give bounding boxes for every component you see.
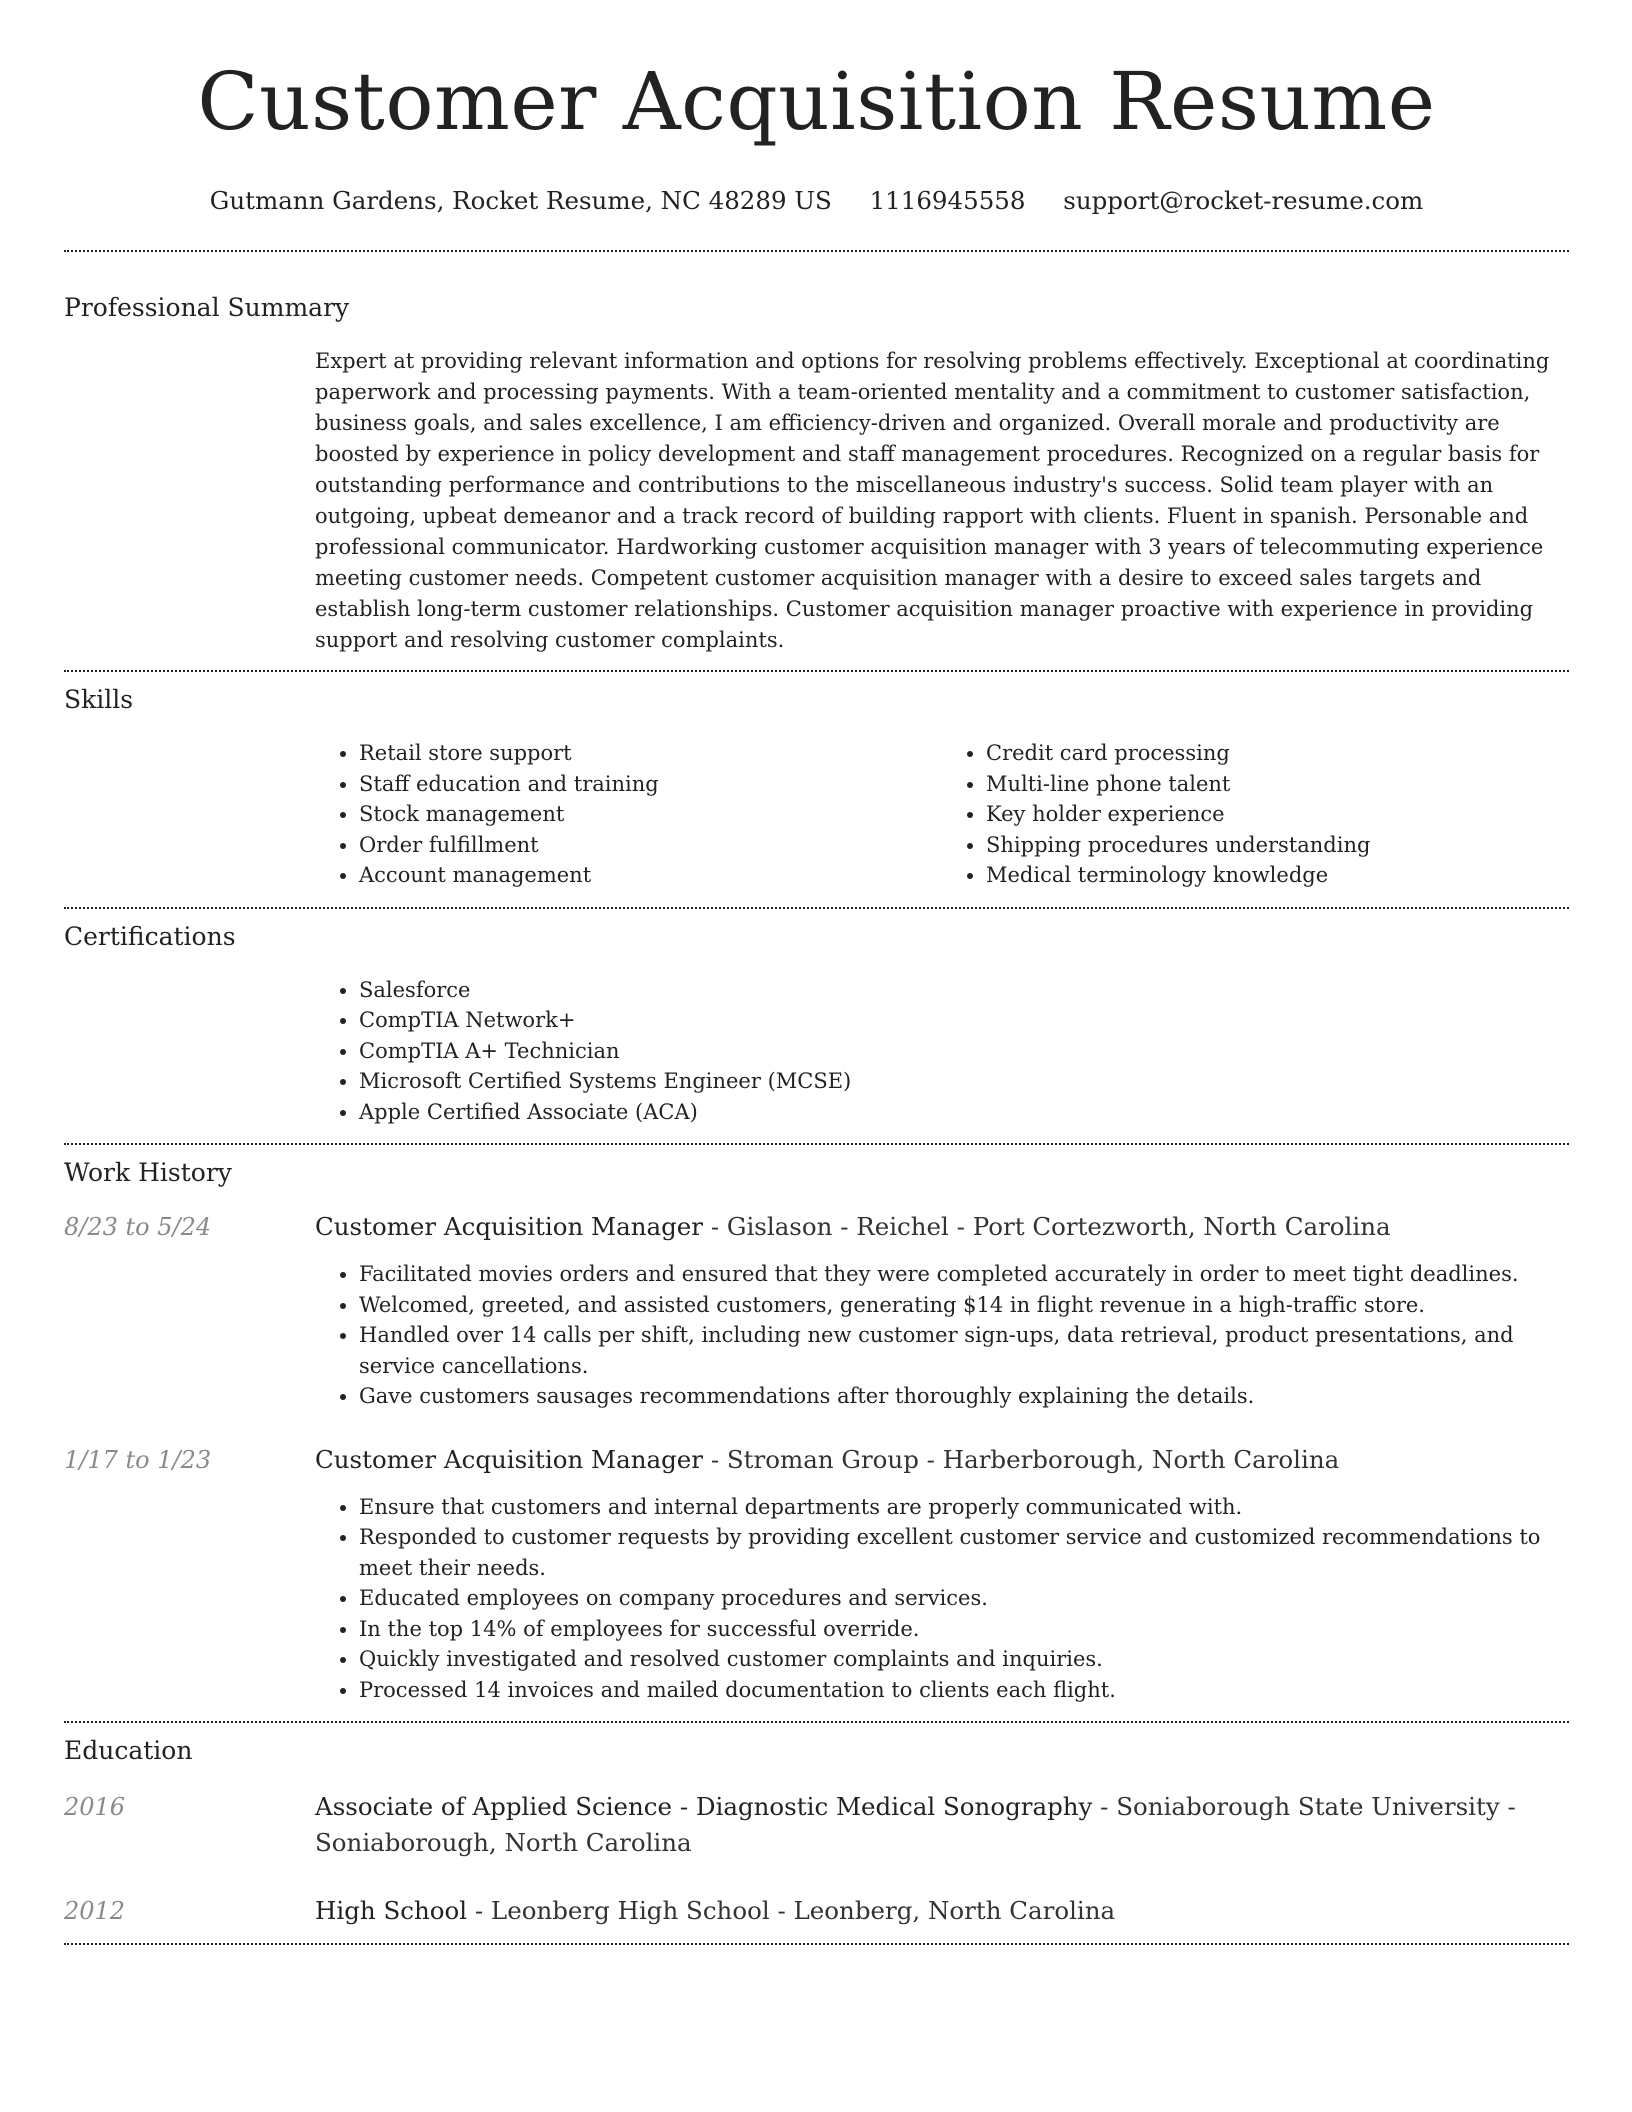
- divider: [64, 1143, 1569, 1145]
- job-employer-location: - Gislason - Reichel - Port Cortezworth, North Carolina: [703, 1212, 1391, 1241]
- job-role: Customer Acquisition Manager: [315, 1444, 704, 1474]
- work-dates: 8/23 to 5/24: [64, 1213, 212, 1241]
- job-heading: [315, 1442, 1569, 1478]
- work-dates: 1/17 to 1/23: [64, 1445, 212, 1474]
- list-item: • Educated employees on company procedures and services.: [359, 1583, 1569, 1614]
- list-item: • Responded to customer requests by providing excellent customer service and customized recommendations to meet their needs.: [359, 1522, 1569, 1583]
- education-degree: Associate of Applied Science - Diagnostic Medical Sonography: [315, 1792, 1093, 1821]
- list-item: • CompTIA A+ Technician: [359, 1036, 1569, 1067]
- list-item: • Ensure that customers and internal departments are properly communicated with.: [359, 1492, 1569, 1523]
- contact-address: Gutmann Gardens, Rocket Resume, NC 48289 US: [209, 186, 832, 215]
- education-school-location: - Leonberg High School - Leonberg, North Carolina: [467, 1896, 1116, 1925]
- section-title-education: Education: [64, 1736, 193, 1765]
- job-heading: [315, 1209, 1569, 1245]
- work-body: [315, 1442, 1569, 1706]
- education-entry: [64, 1789, 1569, 1861]
- contact-email: support@rocket-resume.com: [1063, 186, 1424, 215]
- list-item: • In the top 14% of employees for successful override.: [359, 1614, 1569, 1645]
- list-item: • Handled over 14 calls per shift, including new customer sign-ups, data retrieval, product presentations, and service cancellations.: [359, 1320, 1569, 1381]
- education-heading: [315, 1893, 1569, 1929]
- divider: [64, 907, 1569, 909]
- section-title-skills: Skills: [64, 685, 134, 714]
- list-item: • CompTIA Network+: [359, 1005, 1569, 1036]
- list-item: • Quickly investigated and resolved customer complaints and inquiries.: [359, 1644, 1569, 1675]
- list-item: • Apple Certified Associate (ACA): [359, 1097, 1569, 1128]
- work-entry: [64, 1209, 1569, 1412]
- list-item: • Processed 14 invoices and mailed documentation to clients each flight.: [359, 1675, 1569, 1706]
- education-degree: High School: [315, 1896, 468, 1925]
- list-item: • Medical terminology knowledge: [986, 860, 1569, 891]
- list-item: • Account management: [359, 860, 942, 891]
- list-item: • Microsoft Certified Systems Engineer (MCSE): [359, 1066, 1569, 1097]
- resume-title: Customer Acquisition Resume: [197, 55, 1436, 148]
- divider: [64, 1721, 1569, 1723]
- resume-page: [64, 0, 1569, 1945]
- job-bullets: [315, 1492, 1569, 1706]
- education-entry: [64, 1893, 1569, 1929]
- section-title-summary: Professional Summary: [64, 293, 350, 322]
- list-item: • Key holder experience: [986, 799, 1569, 830]
- list-item: • Stock management: [359, 799, 942, 830]
- summary-content: [315, 346, 1569, 656]
- section-title-certifications: Certifications: [64, 921, 236, 951]
- education-school-location: - Soniaborough State University - Soniaborough, North Carolina: [315, 1792, 1516, 1857]
- list-item: • Retail store support: [359, 738, 942, 769]
- summary-text: Expert at providing relevant information and options for resolving problems effectively. Exceptional at coordinating paperwork and processing payments. With a team-oriented mentality and a commitment to customer satisfaction, business goals, and sales excellence, I am efficiency-driven and organized. Overall morale and productivity are boosted by experience in policy development and staff management procedures. Recognized on a regular basis for outstanding performance and contributions to the miscellaneous industry's success. Solid team player with an outgoing, upbeat demeanor and a track record of building rapport with clients. Fluent in spanish. Personable and professional communicator. Hardworking customer acquisition manager with 3 years of telecommuting experience meeting customer needs. Competent customer acquisition manager with a desire to exceed sales targets and establish long-term customer relationships. Customer acquisition manager proactive with experience in providing support and resolving customer complaints.: [315, 349, 1550, 652]
- job-bullets: [315, 1259, 1569, 1412]
- education-year: 2016: [64, 1793, 126, 1821]
- education-body: [315, 1893, 1569, 1929]
- section-title-work-history: Work History: [64, 1158, 232, 1187]
- list-item: • Credit card processing: [986, 738, 1569, 769]
- skills-column-right: [942, 738, 1569, 891]
- work-body: [315, 1209, 1569, 1412]
- skills-list: [315, 738, 1569, 891]
- divider: [64, 1943, 1569, 1945]
- job-employer-location: - Stroman Group - Harberborough, North Carolina: [703, 1444, 1340, 1474]
- certifications-list: [315, 975, 1569, 1128]
- list-item: • Salesforce: [359, 975, 1569, 1006]
- job-role: Customer Acquisition Manager: [315, 1212, 704, 1241]
- list-item: • Gave customers sausages recommendations after thoroughly explaining the details.: [359, 1381, 1569, 1412]
- education-year: 2012: [64, 1897, 126, 1925]
- education-heading: [315, 1789, 1569, 1861]
- education-body: [315, 1789, 1569, 1861]
- divider: [64, 250, 1569, 252]
- certifications-items: [315, 975, 1569, 1128]
- list-item: • Staff education and training: [359, 769, 942, 800]
- list-item: • Shipping procedures understanding: [986, 830, 1569, 861]
- list-item: • Welcomed, greeted, and assisted customers, generating $14 in flight revenue in a high-traffic store.: [359, 1290, 1569, 1321]
- skills-column-left: [315, 738, 942, 891]
- divider: [64, 670, 1569, 672]
- contact-line: [64, 186, 1569, 216]
- list-item: • Facilitated movies orders and ensured that they were completed accurately in order to meet tight deadlines.: [359, 1259, 1569, 1290]
- contact-phone: 1116945558: [869, 186, 1026, 215]
- list-item: • Order fulfillment: [359, 830, 942, 861]
- list-item: • Multi-line phone talent: [986, 769, 1569, 800]
- work-entry: [64, 1442, 1569, 1706]
